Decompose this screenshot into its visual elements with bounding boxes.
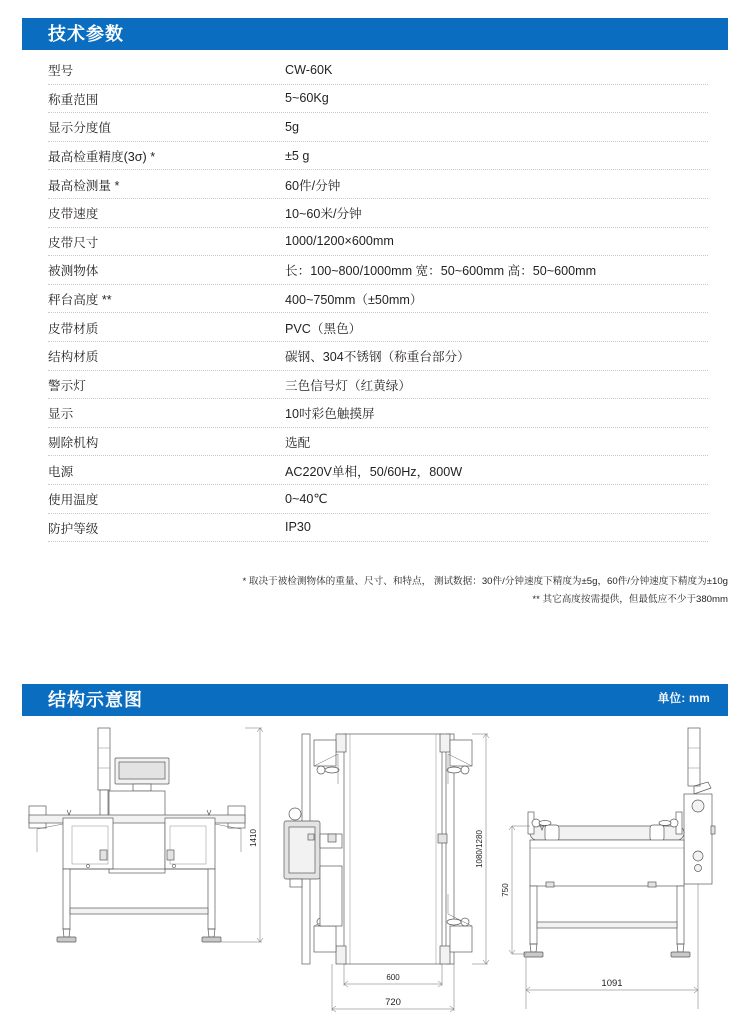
spec-value: CW-60K <box>285 62 333 77</box>
spec-value: 60件/分钟 <box>285 178 341 193</box>
technical-parameters-header <box>22 18 728 50</box>
spec-row <box>48 113 708 142</box>
spec-row <box>48 85 708 114</box>
side-view-dim-1091: 1091 <box>601 978 623 989</box>
spec-row <box>48 342 708 371</box>
spec-row <box>48 514 708 543</box>
spec-row <box>48 456 708 485</box>
spec-label: 最高检重精度(3σ) * <box>48 150 156 165</box>
spec-row <box>48 371 708 400</box>
spec-row <box>48 313 708 342</box>
spec-label: 型号 <box>48 64 74 79</box>
spec-label: 显示分度值 <box>48 121 111 136</box>
spec-row <box>48 142 708 171</box>
top-view-dim-720: 720 <box>385 997 401 1008</box>
footnote-list <box>48 573 728 608</box>
technical-parameters-title: 技术参数 <box>48 24 124 44</box>
spec-value: 400~750mm（±50mm） <box>285 293 423 308</box>
specification-table <box>48 56 708 542</box>
spec-label: 防护等级 <box>48 521 99 536</box>
spec-label: 显示 <box>48 407 74 422</box>
structure-diagram-title: 结构示意图 <box>48 690 143 710</box>
spec-value: 10吋彩色触摸屏 <box>285 407 375 422</box>
spec-value: AC220V单相，50/60Hz，800W <box>285 464 463 479</box>
spec-row <box>48 399 708 428</box>
unit-label: 单位: mm <box>657 693 710 706</box>
footnote: * 取决于被检测物体的重量、尺寸、和特点， 测试数据：30件/分钟速度下精度为±5g，60件/分钟速度下精度为±10g <box>242 576 728 587</box>
spec-value: IP30 <box>285 520 311 535</box>
spec-label: 皮带材质 <box>48 321 99 336</box>
top-view-drawing <box>280 726 498 1024</box>
spec-label: 皮带尺寸 <box>48 235 99 250</box>
spec-value: ±5 g <box>285 148 310 163</box>
spec-value: 5~60Kg <box>285 91 329 106</box>
spec-row <box>48 485 708 514</box>
spec-label: 剔除机构 <box>48 436 99 451</box>
spec-value: 选配 <box>285 436 311 451</box>
spec-label: 结构材质 <box>48 350 99 365</box>
spec-label: 被测物体 <box>48 264 99 279</box>
top-view-dim-600: 600 <box>386 973 400 982</box>
structure-diagram-area <box>22 726 728 1024</box>
spec-row <box>48 170 708 199</box>
side-view-dim-750: 750 <box>501 883 510 897</box>
spec-label: 秤台高度 ** <box>48 293 112 308</box>
spec-value: PVC（黑色） <box>285 321 362 336</box>
spec-row <box>48 256 708 285</box>
spec-value: 10~60米/分钟 <box>285 207 362 222</box>
spec-value: 碳钢、304不锈钢（称重台部分） <box>285 350 470 365</box>
spec-value: 1000/1200×600mm <box>285 234 394 249</box>
spec-row <box>48 56 708 85</box>
spec-value: 5g <box>285 119 300 134</box>
spec-value: 三色信号灯（红黄绿） <box>285 378 411 393</box>
spec-row <box>48 199 708 228</box>
front-view-dim-1410: 1410 <box>249 829 258 847</box>
spec-value: 0~40℃ <box>285 492 328 507</box>
spec-label: 最高检测量 * <box>48 178 120 193</box>
spec-label: 皮带速度 <box>48 207 99 222</box>
spec-row <box>48 428 708 457</box>
spec-value: 长：100~800/1000mm 宽：50~600mm 高：50~600mm <box>285 264 597 279</box>
spec-label: 使用温度 <box>48 493 99 508</box>
spec-label: 警示灯 <box>48 378 86 393</box>
side-view-drawing <box>498 726 728 1024</box>
structure-diagram-header <box>22 684 728 716</box>
top-view-dim-1080-1280: 1080/1280 <box>475 830 484 868</box>
footnote: ** 其它高度按需提供，但最低应不少于380mm <box>532 593 728 605</box>
spec-label: 称重范围 <box>48 92 99 107</box>
spec-label: 电源 <box>48 464 74 479</box>
spec-row <box>48 285 708 314</box>
front-view-drawing <box>22 726 280 1024</box>
spec-row <box>48 228 708 257</box>
